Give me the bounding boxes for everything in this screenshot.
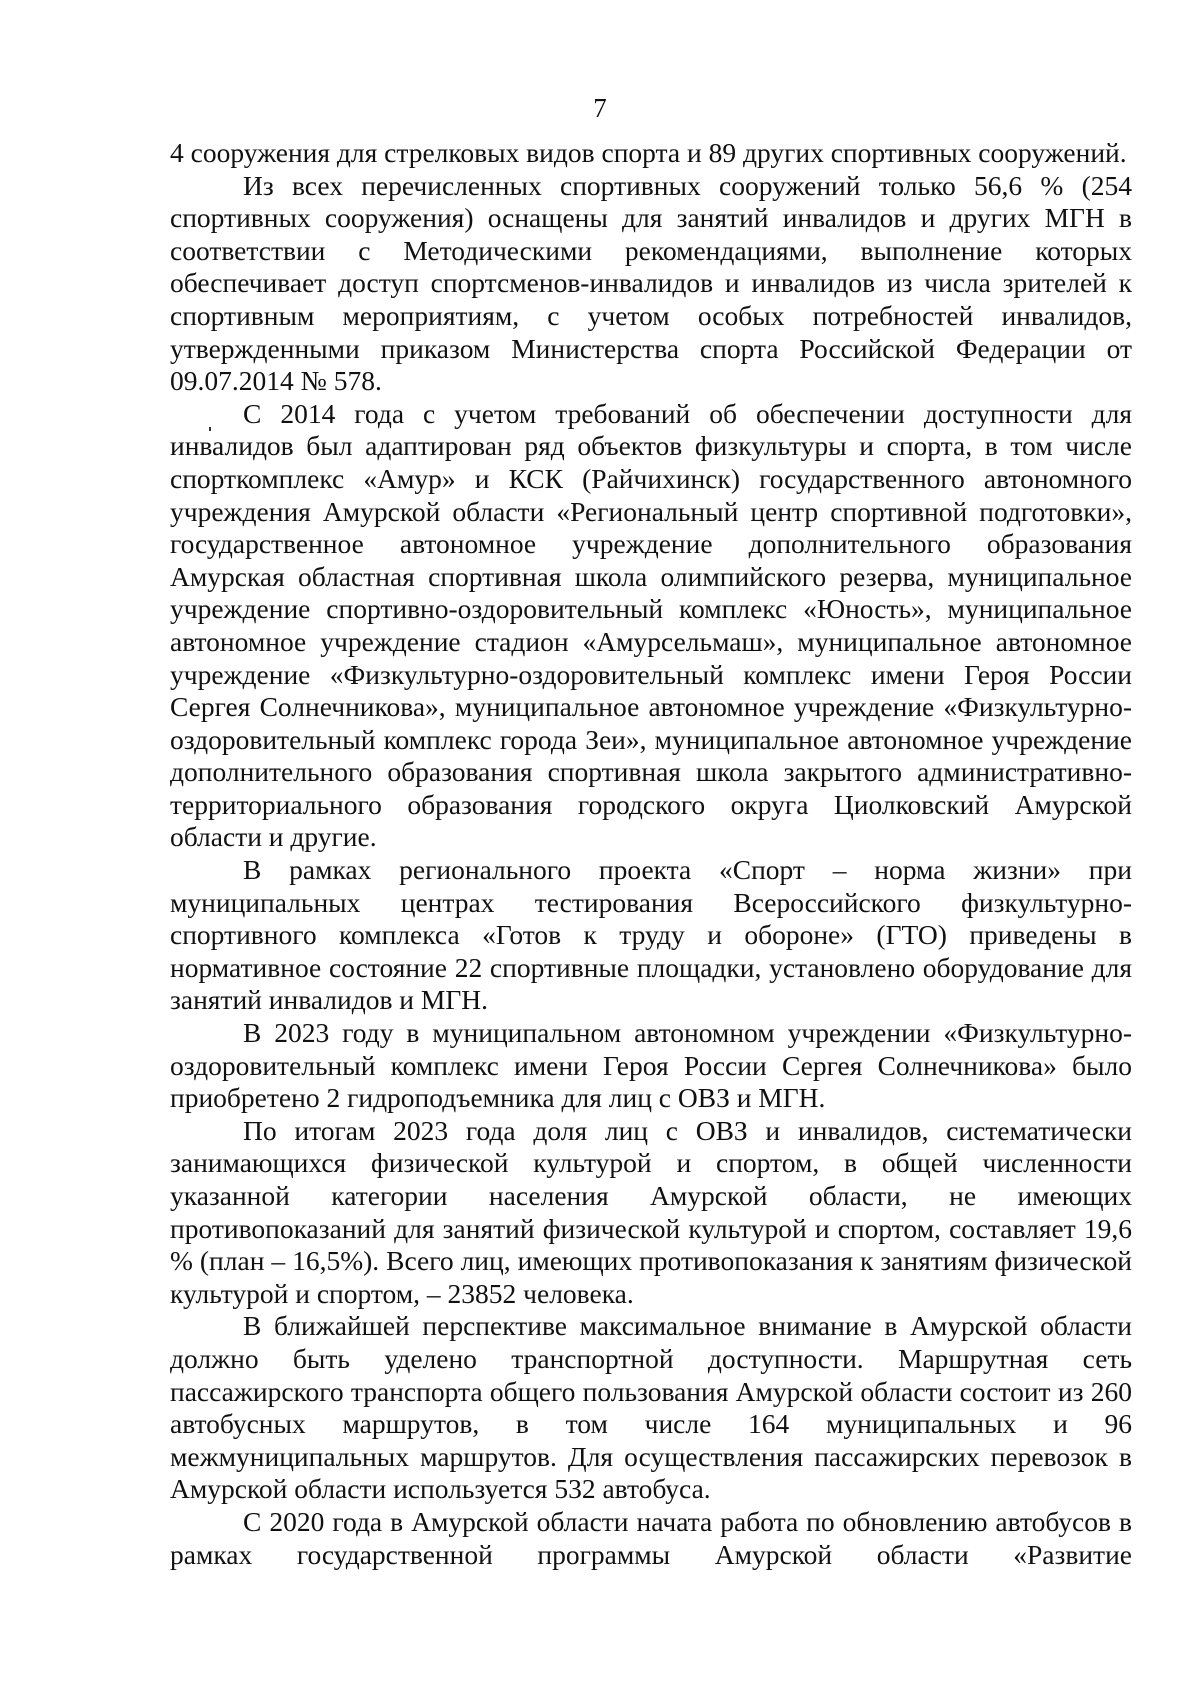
paragraph-hydrolifts: В 2023 году в муниципальном автономном учреждении «Физкультурно-оздоровительный комплекс имени Героя России Сергея Солнечникова» было приобретено 2 гидроподъемника для лиц с ОВЗ и МГН. [170, 1017, 1132, 1114]
paragraph-transport: В ближайшей перспективе максимальное внимание в Амурской области должно быть уделено транспортной доступности. Маршрутная сеть пассажирского транспорта общего пользования Амурской области состоит из 260 автобусных маршрутов, в том числе 164 муниципальных и 96 межмуниципальных маршрутов. Для осуществления пассажирских перевозок в Амурской области используется 532 автобуса. [170, 1310, 1132, 1505]
page-number: 7 [593, 93, 607, 123]
paragraph-regional-project: В рамках регионального проекта «Спорт – норма жизни» при муниципальных центрах тестирования Всероссийского физкультурно-спортивного комплекса «Готов к труду и обороне» (ГТО) приведены в нормативное состояние 22 спортивные площадки, установлено оборудование для занятий инвалидов и МГН. [170, 854, 1132, 1016]
document-body [170, 137, 1132, 1571]
paragraph-results-2023: По итогам 2023 года доля лиц с ОВЗ и инвалидов, систематически занимающихся физической культурой и спортом, в общей численности указанной категории населения Амурской области, не имеющих противопоказаний для занятий физической культурой и спортом, составляет 19,6 % (план – 16,5%). Всего лиц, имеющих противопоказания к занятиям физической культурой и спортом, – 23852 человека. [170, 1114, 1132, 1309]
paragraph-sports-facilities-equipped: Из всех перечисленных спортивных сооружений только 56,6 % (254 спортивных сооружения) оснащены для занятий инвалидов и других МГН в соответствии с Методическими рекомендациями, выполнение которых обеспечивает доступ спортсменов-инвалидов и инвалидов из числа зрителей к спортивным мероприятиям, с учетом особых потребностей инвалидов, утвержденными приказом Министерства спорта Российской Федерации от 09.07.2014 № 578. [170, 169, 1132, 397]
paragraph-continued: 4 сооружения для стрелковых видов спорта и 89 других спортивных сооружений. [170, 137, 1127, 168]
paragraph-adapted-objects: С 2014 года с учетом требований об обеспечении доступности для инвалидов был адаптирован ряд объектов физкультуры и спорта, в том числе спорткомплекс «Амур» и КСК (Райчихинск) государственного автономного учреждения Амурской области «Региональный центр спортивной подготовки», государственное автономное учреждение дополнительного образования Амурская областная спортивная школа олимпийского резерва, муниципальное учреждение спортивно-оздоровительный комплекс «Юность», муниципальное автономное учреждение стадион «Амурсельмаш», муниципальное автономное учреждение «Физкультурно-оздоровительный комплекс имени Героя России Сергея Солнечникова», муниципальное автономное учреждение «Физкультурно-оздоровительный комплекс города Зеи», муниципальное автономное учреждение дополнительного образования спортивная школа закрытого административно-территориального образования городского округа Циолковский Амурской области и другие. [170, 397, 1132, 853]
paragraph-bus-renewal: С 2020 года в Амурской области начата работа по обновлению автобусов в рамках государственной программы Амурской области «Развитие [170, 1505, 1132, 1570]
